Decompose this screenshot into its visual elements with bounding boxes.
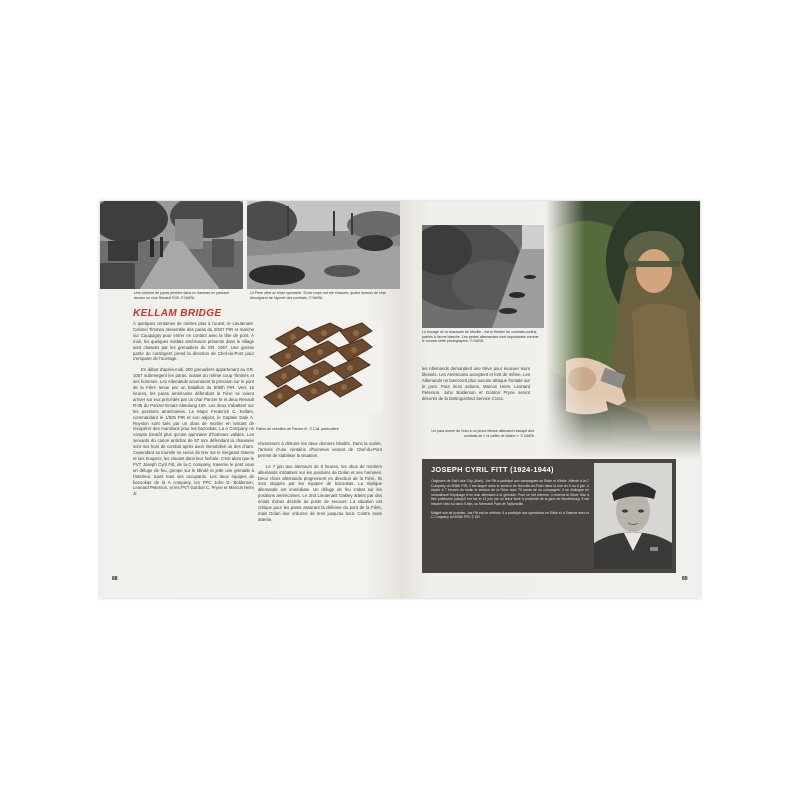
col3-paragraph: les Allemands demandent une trêve pour évacuer leurs blessés. Les Américains acceptent et font de même. Les Allemands ne lanceront plus aucune attaque frontale sur le pont. Pour leurs actions, Marcus Heim, Leonard Peterson, John Bolderson et Gordon Pryne seront décorés de la Distinguished Service Cross.	[422, 366, 530, 401]
photo-la-fiere-caption: Le Fière offre un triste spectacle. Si les corps ont été évacués, quatre épaves de char témoignent de l'âpreté des combats. © NARA	[250, 291, 386, 300]
photo-causeway-bodies	[422, 225, 544, 328]
left-column-2	[258, 441, 382, 528]
photo-panzer-tracks	[258, 321, 382, 413]
page-number-left: 88	[112, 576, 118, 582]
right-column-1	[422, 366, 530, 406]
col2-paragraph: Le 7 juin aux alentours de 8 heures, les obus de mortiers allemands s'abattent sur les positions de Dolan et ses hommes. Deux chars allemands progressent en direction de la Fière. Ils sont stoppés par les équipes de bazookas. La réplique allemande est immédiate. Un déluge de feu s'abat sur les positions américaines. Le 2nd Lieutenant Oakley atteint par des éclats d'obus décède au poste de secours. La situation est critique pour les paras assurant la défense du pont de la Fière, mais Dolan leur ordonne de tenir jusqu'au bout. Contre toute attente,	[258, 463, 382, 522]
photo-para-caption: Un para donne de l'eau à un jeune blessé allemand rescapé des combats de « la vallée de Maine ». © NARA	[431, 429, 534, 438]
right-page	[400, 201, 700, 598]
biography-paragraph: Originaire de Salt Lake City (Utah), Joe Fitt a participé aux campagnes de Sicile et d'Italie. Affecté à la C Company du 505th PIR, il est largué dans le secteur de Neuville-au-Plain dans la nuit du 5 au 6 juin. Il rejoint à 7 heures du matin le secteur de la Fière avec 70 paras de sa compagnie. Il se distingue en neutralisant l'équipage d'un char allemand à la grenade. Pour ce fait d'armes, il recevra la Silver Star à titre posthume puisqu'il est tué le 13 juin par un tireur isolé à proximité de la gare de Montebourg. Il est inhumé chez lui dans l'Utah, au Memorial Park de Taylorsville.	[431, 479, 589, 506]
left-page	[100, 201, 400, 598]
photo-causeway-caption: Le bocage de la chaussée de Mozille - est le théâtre de combats confus, parfois à l'arme blanche. Les pertes allemandes sont importantes comme le montre cette photographie. © NARA	[422, 330, 539, 344]
page-number-right: 89	[682, 576, 688, 582]
portrait-joseph-fitt	[594, 463, 672, 569]
col2-paragraph: réussissent à détruire les deux derniers blindés. Dans la soirée, l'arrivée d'une centaine d'hommes venant de Chef-du-Pont permet de stabiliser la situation.	[258, 441, 382, 458]
photo-column-village	[100, 201, 243, 289]
biography-paragraph: Malgré son air juvénile, Joe Fitt est un vétéran. Il a participé aux opérations en Sicile et à Salerne avec la C Company du 505th PIR. © DR	[431, 510, 589, 520]
book-spread	[100, 201, 700, 598]
photo-para-giving-water	[546, 201, 700, 459]
biography-title: JOSEPH CYRIL FITT (1924-1944)	[431, 465, 554, 474]
col1-paragraph: En début d'après-midi, 200 grenadiers appartenant au GR. 1057 submergent les paras, isolant du même coup Timmes et ses hommes. Les Allemands accentuent la pression sur le pont de la Fière tenue par un bataillon du 505th PIR. Vers 16 heures, les paras américains défendant la Fière se voient arriver sur eux précédés par un char Panzer III et deux Renault R-35 du Panzer-Ersatz-Abteilung 100. Les deux s'abattent sur les positions américaines. Le Major Frederick C. Kellam, commandant le 1/505 PIR et son adjoint, le Captain Dale A. Royston sont tués par un obus de mortier en tentant de récupérer des munitions pour les bazookas. La A Company ne compte bientôt plus qu'une quinzaine d'hommes valides. Les servants du canon antichar de 57 mm défendant la chaussée sont mis hors de combat après avoir immobilisé un des chars. Cependant sa tourelle ne cesse de tirer sur le Sergeant Owens et ses troupers, les clouant dans leur foxhole. C'est alors que le PVT Joseph Cyril Fitt, de la C company, traverse le pont sous un déluge de feu, grimpe sur le blindé et jette une grenade à l'intérieur, tuant tous ses occupants. Les deux équipes de bazookas de la A company, les PFC John D. Bolderson, Leonard Peterson, et les PVT Gordon C. Pryne et Marcus Heim Jr.	[133, 367, 255, 497]
photo-column-village-caption: Une colonne de paras pénètre dans un hameau en passant devant un char Renault R35. © NARA	[134, 291, 229, 300]
section-title: KELLAM BRIDGE	[133, 308, 222, 319]
left-column-1	[133, 321, 254, 502]
photo-la-fiere-wrecks	[247, 201, 400, 289]
panzer-tracks-caption: Patins de chenilles de Panzer III. © Coll. particulière	[256, 427, 339, 431]
col1-paragraph: À quelques centaines de mètres plus à l'ouest, le Lieutenant-Colonel Timmes rassemble des paras du 2/507 PIR et marche sur Cauquigny pour entrer en contact avec la tête de pont. À midi, les quelques soldats américains présents dans le village sont chassés par les grenadiers du GR. 1057. Une grosse partie du contingent prend la direction de Chef-du-Pont pour s'emparer de l'ouvrage.	[133, 321, 254, 362]
biography-box	[422, 459, 676, 573]
biography-text	[431, 479, 589, 524]
